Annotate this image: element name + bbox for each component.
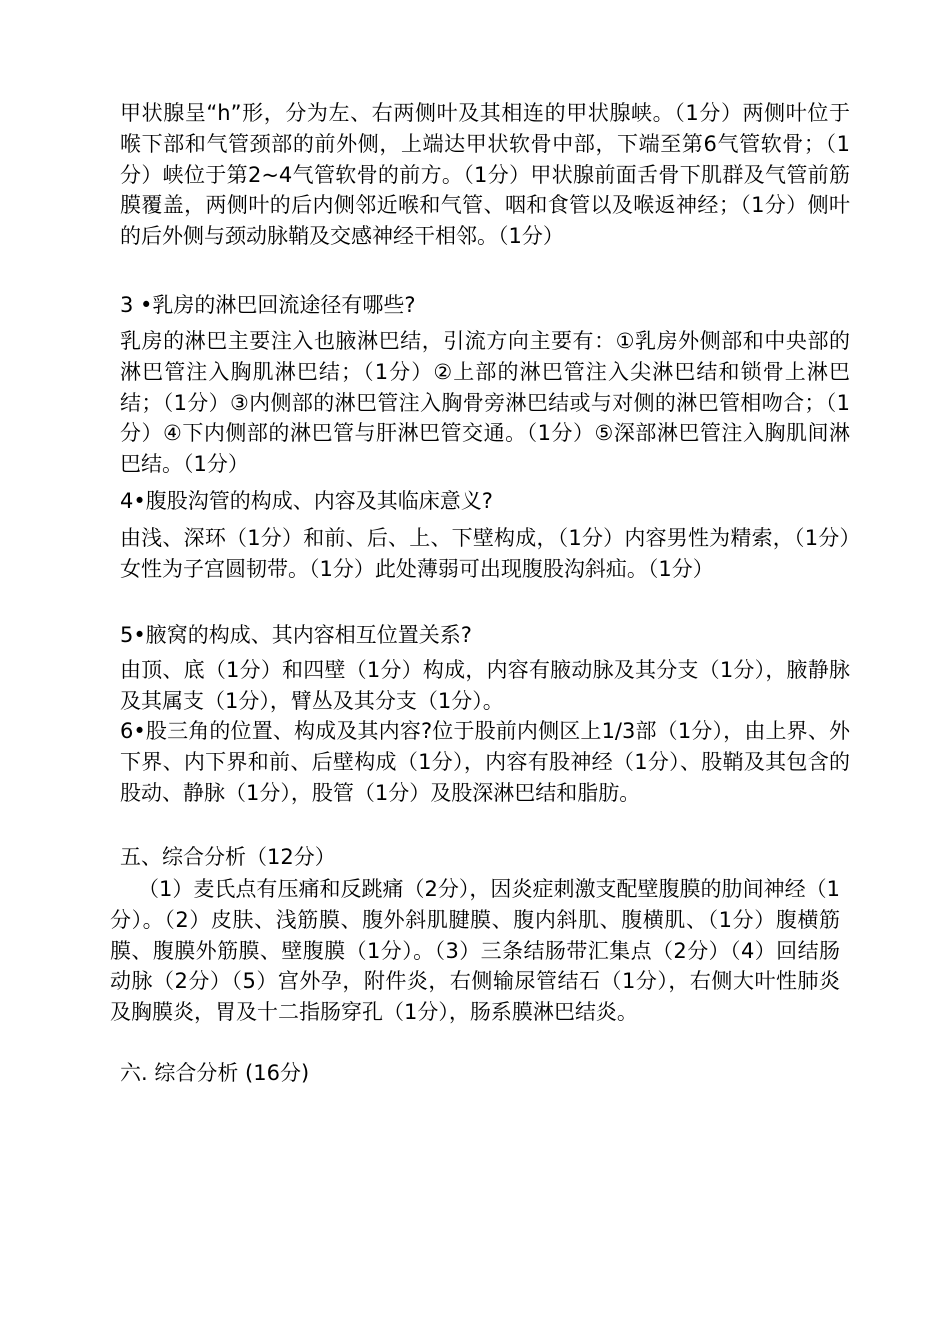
section-5-body: （1）麦氏点有压痛和反跳痛（2分），因炎症刺激支配壁腹膜的肋间神经（1分）。（2）皮肤、浅筋膜、腹外斜肌腱膜、腹内斜肌、腹横肌、（1分）腹横筋膜、腹膜外筋膜、壁腹膜（1分）。（3）三条结肠带汇集点（2分）（4）回结肠动脉（2分）（5）宫外孕，附件炎，右侧输尿管结石（1分），右侧大叶性肺炎及胸膜炎，胃及十二指肠穿孔（1分），肠系膜淋巴结炎。 <box>110 877 840 1025</box>
paragraph-thyroid: 甲状腺呈“h”形，分为左、右两侧叶及其相连的甲状腺峡。（1分）两侧叶位于喉下部和气管颈部的前外侧，上端达甲状软骨中部，下端至第6气管软骨；（1分）峡位于第2~4气管软骨的前方。（1分）甲状腺前面舌骨下肌群及气管前筋膜覆盖，两侧叶的后内侧邻近喉和气管、咽和食管以及喉返神经；（1分）侧叶的后外侧与颈动脉鞘及交感神经干相邻。（1分） <box>120 101 850 249</box>
section-6-heading: 六. 综合分析 (16分) <box>120 1061 310 1085</box>
question-3: 3 •乳房的淋巴回流途径有哪些? <box>120 293 416 317</box>
section-5-heading: 五、综合分析（12分） <box>120 845 336 869</box>
answer-3: 乳房的淋巴主要注入也腋淋巴结，引流方向主要有：①乳房外侧部和中央部的淋巴管注入胸肌淋巴结；（1分）②上部的淋巴管注入尖淋巴结和锁骨上淋巴结；（1分）③内侧部的淋巴管注入胸骨旁淋巴结或与对侧的淋巴管相吻合；（1分）④下内侧部的淋巴管与肝淋巴管交通。（1分）⑤深部淋巴管注入胸肌间淋巴结。（1分） <box>120 329 850 477</box>
question-4: 4•腹股沟管的构成、内容及其临床意义? <box>120 489 493 513</box>
answer-5: 由顶、底（1分）和四壁（1分）构成，内容有腋动脉及其分支（1分），腋静脉及其属支（1分），臂丛及其分支（1分）。 <box>120 658 850 713</box>
question-5: 5•腋窝的构成、其内容相互位置关系? <box>120 623 472 647</box>
answer-4: 由浅、深环（1分）和前、后、上、下壁构成，（1分）内容男性为精索，（1分）女性为子宫圆韧带。（1分）此处薄弱可出现腹股沟斜疝。（1分） <box>120 526 850 581</box>
question-answer-6: 6•股三角的位置、构成及其内容?位于股前内侧区上1/3部（1分），由上界、外下界、内下界和前、后壁构成（1分），内容有股神经（1分）、股鞘及其包含的股动、静脉（1分），股管（1分）及股深淋巴结和脂肪。 <box>120 719 850 805</box>
